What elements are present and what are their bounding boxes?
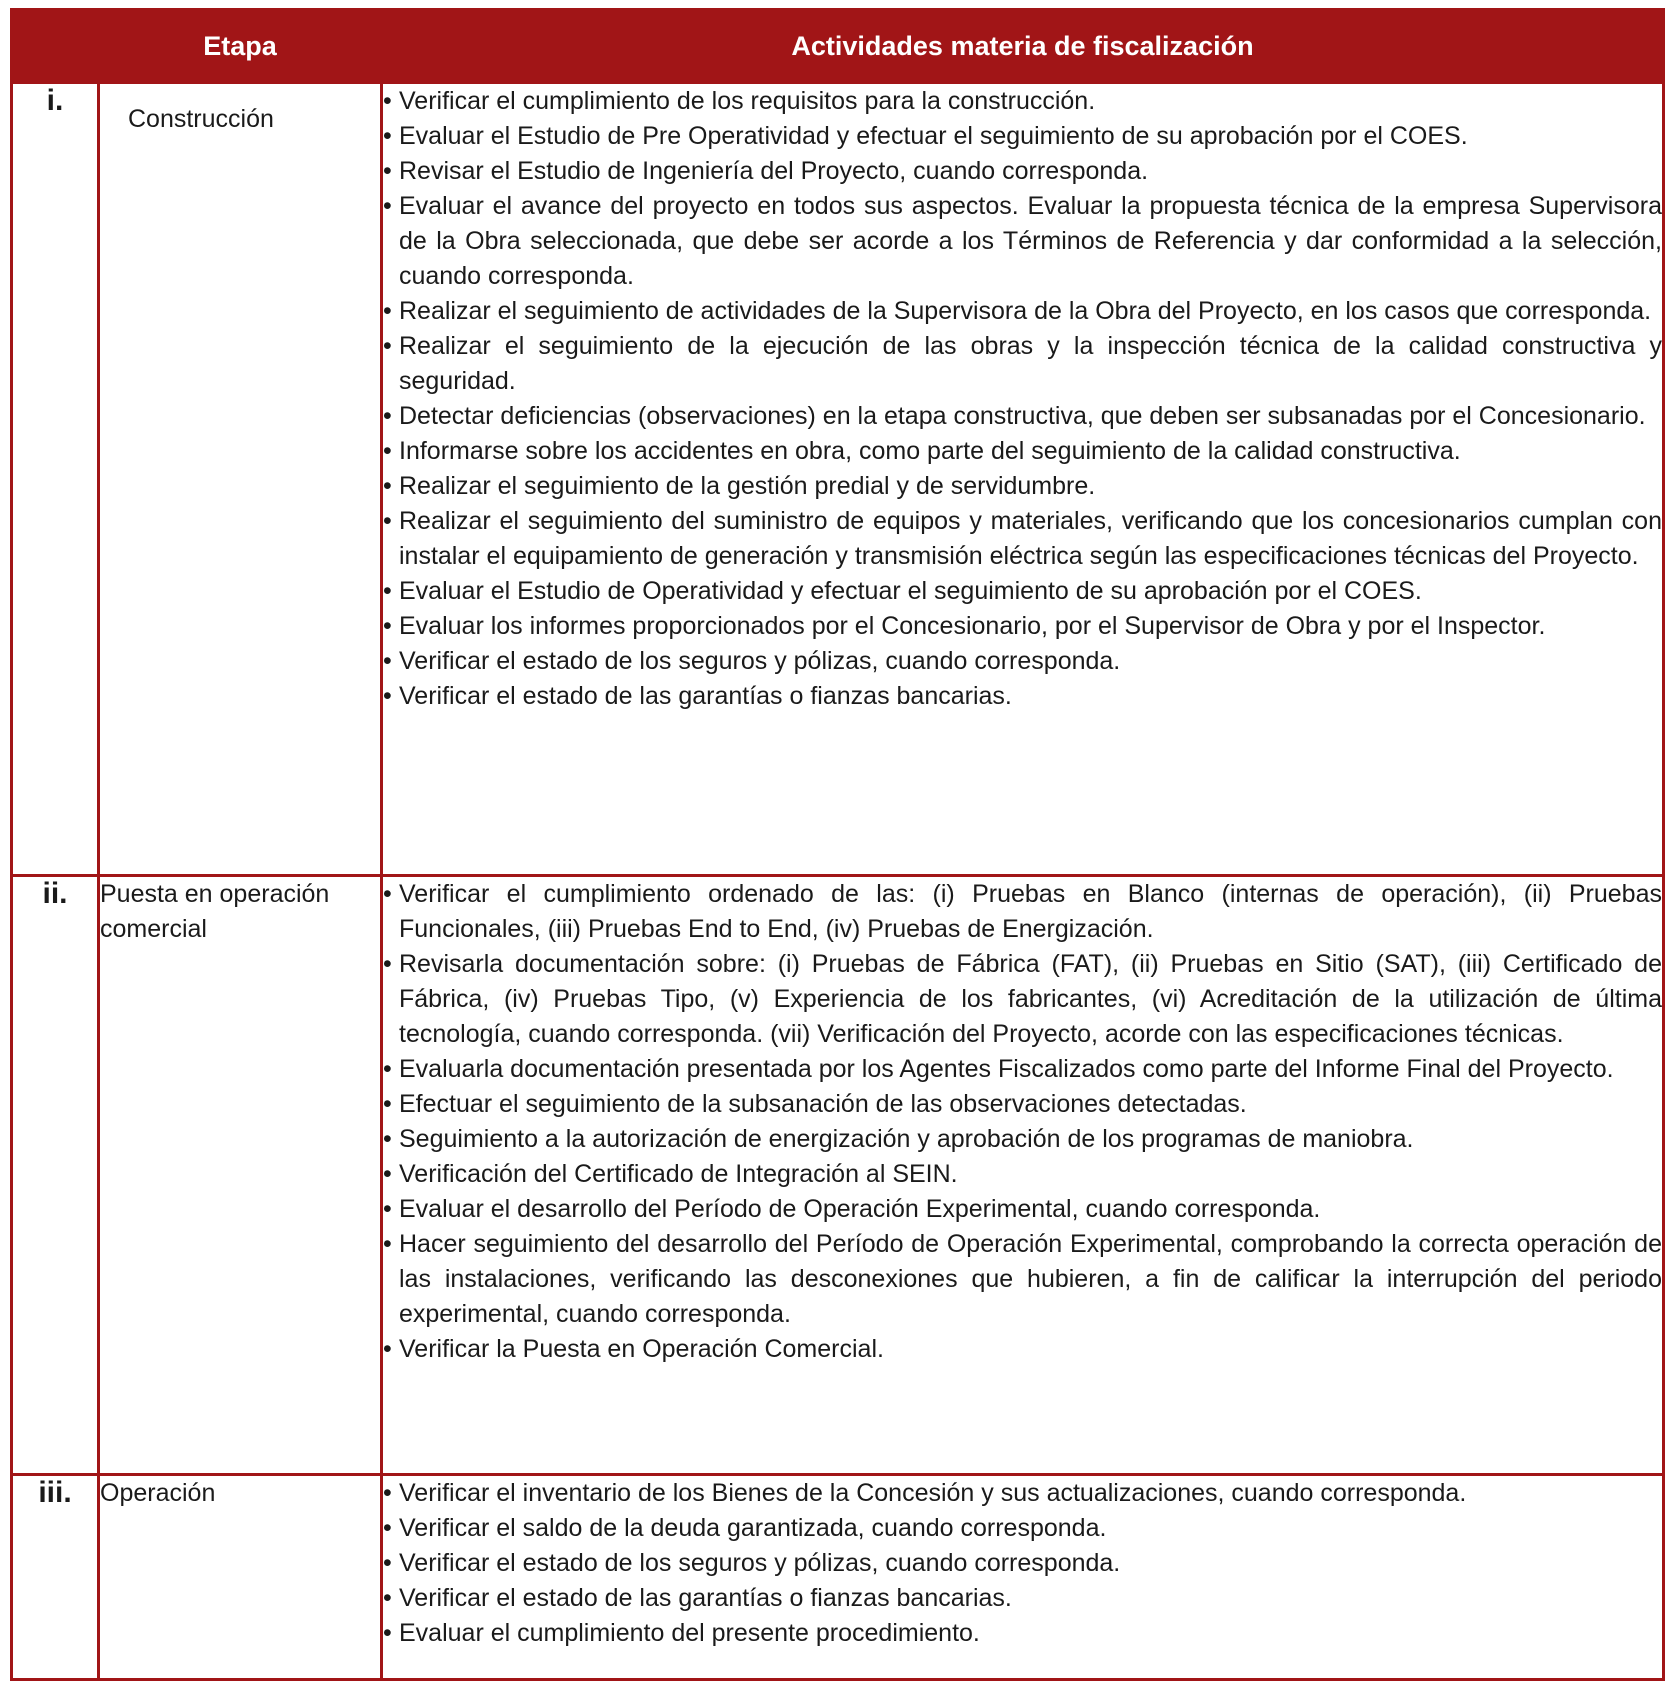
activity-item: • Verificar el estado de los seguros y pólizas, cuando corresponda. — [383, 644, 1662, 679]
activity-list — [383, 84, 1662, 714]
activity-item: • Realizar el seguimiento de la ejecución de las obras y la inspección técnica de la calidad constructiva y seguridad. — [383, 329, 1662, 399]
activity-item: • Verificar el estado de las garantías o fianzas bancarias. — [383, 1581, 1662, 1616]
activity-item: • Hacer seguimiento del desarrollo del Período de Operación Experimental, comprobando la correcta operación de las instalaciones, verificando las desconexiones que hubieren, a fin de calificar la interrupción del periodo experimental, cuando corresponda. — [383, 1227, 1662, 1332]
header-etapa: Etapa — [99, 10, 382, 83]
activity-item: • Evaluarla documentación presentada por los Agentes Fiscalizados como parte del Informe Final del Proyecto. — [383, 1052, 1662, 1087]
row-number: iii. — [12, 1475, 99, 1680]
activity-item: • Verificación del Certificado de Integración al SEIN. — [383, 1157, 1662, 1192]
row-etapa: Operación — [99, 1475, 382, 1680]
activity-item: • Revisarla documentación sobre: (i) Pruebas de Fábrica (FAT), (ii) Pruebas en Sitio (SAT), (iii) Certificado de Fábrica, (iv) Pruebas Tipo, (v) Experiencia de los fabricantes, (vi) Acreditación de la utilización de última tecnología, cuando corresponda. (vii) Verificación del Proyecto, acorde con las especificaciones técnicas. — [383, 947, 1662, 1052]
activity-item: • Verificar el saldo de la deuda garantizada, cuando corresponda. — [383, 1511, 1662, 1546]
activity-item: • Realizar el seguimiento de actividades de la Supervisora de la Obra del Proyecto, en los casos que corresponda. — [383, 294, 1662, 329]
activity-item: • Seguimiento a la autorización de energización y aprobación de los programas de maniobra. — [383, 1122, 1662, 1157]
activity-item: • Revisar el Estudio de Ingeniería del Proyecto, cuando corresponda. — [383, 154, 1662, 189]
activity-item: • Verificar el inventario de los Bienes de la Concesión y sus actualizaciones, cuando corresponda. — [383, 1476, 1662, 1511]
activity-item: • Efectuar el seguimiento de la subsanación de las observaciones detectadas. — [383, 1087, 1662, 1122]
activity-item: • Informarse sobre los accidentes en obra, como parte del seguimiento de la calidad constructiva. — [383, 434, 1662, 469]
activity-item: • Verificar el cumplimiento de los requisitos para la construcción. — [383, 84, 1662, 119]
activity-item: • Realizar el seguimiento de la gestión predial y de servidumbre. — [383, 469, 1662, 504]
row-activities — [382, 83, 1664, 876]
activity-item: • Realizar el seguimiento del suministro de equipos y materiales, verificando que los concesionarios cumplan con instalar el equipamiento de generación y transmisión eléctrica según las especificaciones técnicas del Proyecto. — [383, 504, 1662, 574]
row-number: i. — [12, 83, 99, 876]
table-row — [12, 876, 1664, 1475]
activity-list — [383, 1476, 1662, 1651]
activity-list — [383, 877, 1662, 1367]
row-number: ii. — [12, 876, 99, 1475]
table-header-row — [12, 10, 1664, 83]
row-activities — [382, 1475, 1664, 1680]
row-activities — [382, 876, 1664, 1475]
row-etapa: Puesta en operación comercial — [99, 876, 382, 1475]
activity-item: • Detectar deficiencias (observaciones) en la etapa constructiva, que deben ser subsanadas por el Concesionario. — [383, 399, 1662, 434]
header-number — [12, 10, 99, 83]
activity-item: • Evaluar el Estudio de Operatividad y efectuar el seguimiento de su aprobación por el COES. — [383, 574, 1662, 609]
activity-item: • Evaluar el cumplimiento del presente procedimiento. — [383, 1616, 1662, 1651]
activity-item: • Evaluar el desarrollo del Período de Operación Experimental, cuando corresponda. — [383, 1192, 1662, 1227]
row-etapa: Construcción — [99, 83, 382, 876]
activity-item: • Evaluar los informes proporcionados por el Concesionario, por el Supervisor de Obra y por el Inspector. — [383, 609, 1662, 644]
table-row — [12, 1475, 1664, 1680]
activity-item: • Evaluar el Estudio de Pre Operatividad y efectuar el seguimiento de su aprobación por el COES. — [383, 119, 1662, 154]
activity-item: • Verificar el cumplimiento ordenado de las: (i) Pruebas en Blanco (internas de operación), (ii) Pruebas Funcionales, (iii) Pruebas End to End, (iv) Pruebas de Energización. — [383, 877, 1662, 947]
header-actividades: Actividades materia de fiscalización — [382, 10, 1664, 83]
activity-item: • Verificar la Puesta en Operación Comercial. — [383, 1332, 1662, 1367]
activity-item: • Verificar el estado de los seguros y pólizas, cuando corresponda. — [383, 1546, 1662, 1581]
activity-item: • Verificar el estado de las garantías o fianzas bancarias. — [383, 679, 1662, 714]
table-row — [12, 83, 1664, 876]
fiscalization-table — [10, 8, 1665, 1681]
activity-item: • Evaluar el avance del proyecto en todos sus aspectos. Evaluar la propuesta técnica de la empresa Supervisora de la Obra seleccionada, que debe ser acorde a los Términos de Referencia y dar conformidad a la selección, cuando corresponda. — [383, 189, 1662, 294]
